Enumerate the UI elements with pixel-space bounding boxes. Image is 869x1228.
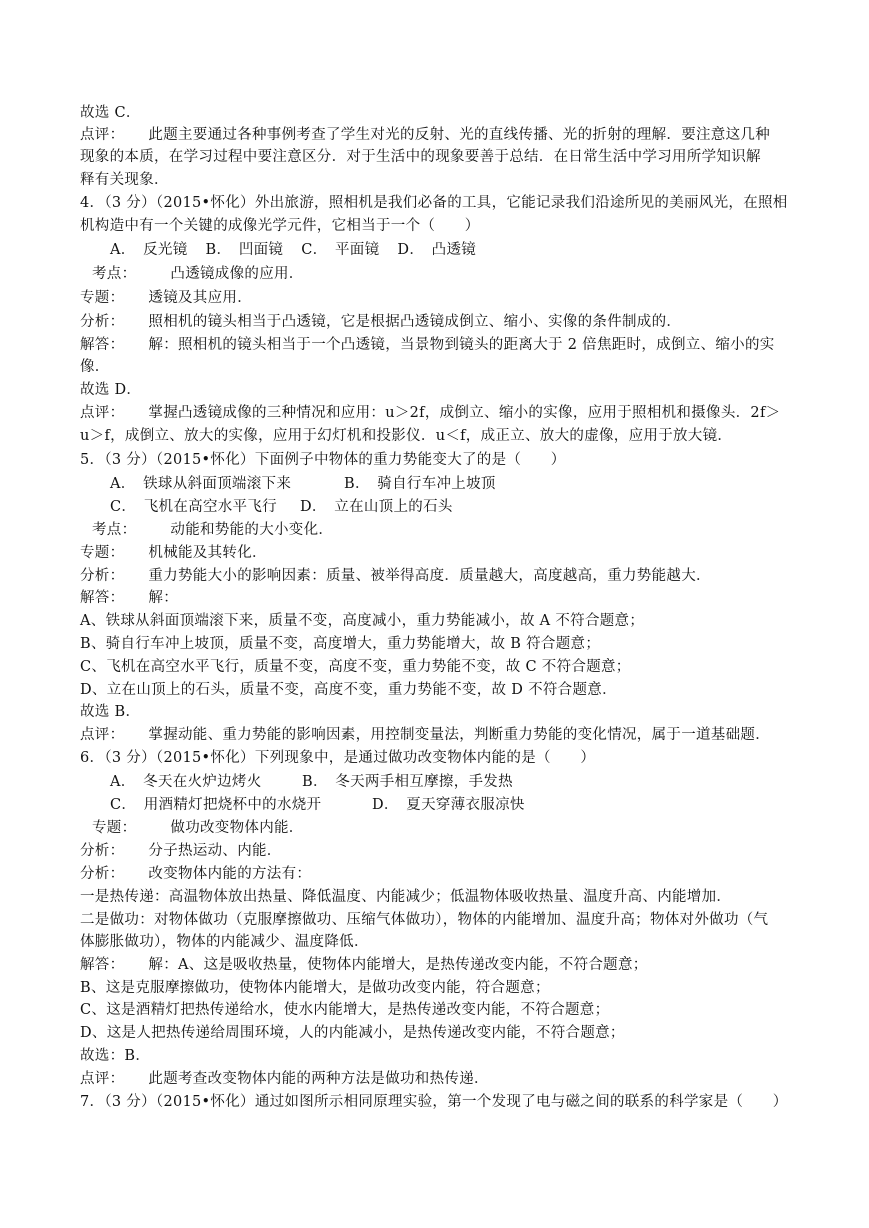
q5-option-a: A． 铁球从斜面顶端滚下来 [110, 476, 292, 492]
q4-stem-line-1: 4．（3 分）（2015•怀化）外出旅游，照相机是我们必备的工具，它能记录我们沿途所见的美丽风光，在照相 [80, 195, 788, 211]
q6-fenxi-label: 分析： [80, 866, 125, 882]
q5-stem: 5．（3 分）（2015•怀化）下面例子中物体的重力势能变大了的是（ ） [80, 452, 566, 468]
q4-fenxi-label: 分析： [80, 314, 125, 330]
q4-fenxi [80, 312, 681, 332]
q6-jieda-label: 解答： [80, 957, 125, 973]
q6-stem: 6．（3 分）（2015•怀化）下列现象中，是通过做功改变物体内能的是（ ） [80, 750, 596, 766]
q4-option-d: D． 凸透镜 [397, 242, 477, 258]
q4-jieda [80, 335, 775, 355]
q4-jieda-line-2: 像． [80, 359, 110, 375]
q5-options-row-2 [110, 497, 453, 517]
q6-fenxi-label-top: 分析： [80, 843, 125, 859]
q5-zhuanti-label: 专题： [80, 545, 125, 561]
q5-answer: 故选 B． [80, 704, 141, 720]
q6-answer: 故选：B． [80, 1048, 151, 1064]
q6-jieda-line-d: D、这是人把热传递给周围环境，人的内能减小，是热传递改变内能，不符合题意； [80, 1025, 625, 1041]
q4-comment-label: 点评： [80, 405, 125, 421]
q5-kaodian-label: 考点： [92, 522, 137, 538]
q4-kaodian-label: 考点： [92, 266, 137, 282]
q4-answer: 故选 D． [80, 382, 142, 398]
q5-comment-label: 点评： [80, 727, 125, 743]
q5-zhuanti [80, 543, 267, 563]
q3-comment-text-1: 此题主要通过各种事例考查了学生对光的反射、光的直线传播、光的折射的理解．要注意这几种 [148, 127, 771, 143]
q5-jieda-line-d: D、立在山顶上的石头，质量不变，高度不变，重力势能不变，故 D 不符合题意． [80, 682, 617, 698]
q5-zhuanti-text: 机械能及其转化． [148, 545, 267, 561]
q6-jieda [80, 955, 648, 975]
q5-kaodian [92, 520, 333, 540]
q6-options-row-2 [110, 795, 525, 815]
q4-option-a: A． 反光镜 [110, 242, 188, 258]
q3-comment-line-2: 现象的本质，在学习过程中要注意区分．对于生活中的现象要善于总结．在日常生活中学习用所学知识解 [80, 149, 761, 165]
q6-fenxi-line-3: 体膨胀做功），物体的内能减少、温度降低． [80, 934, 369, 950]
q6-zhuanti-label: 专题： [92, 820, 137, 836]
q5-jieda-label: 解答： [80, 590, 125, 606]
q5-option-b: B． 骑自行车冲上坡顶 [344, 476, 496, 492]
q7-stem: 7．（3 分）（2015•怀化）通过如图所示相同原理实验，第一个发现了电与磁之间的联系的科学家是（ ） [80, 1094, 788, 1110]
q6-option-a: A． 冬天在火炉边烤火 [110, 774, 262, 790]
q6-zhuanti-text: 做功改变物体内能． [170, 820, 304, 836]
q6-option-b: B． 冬天两手相互摩擦，手发热 [302, 774, 513, 790]
q4-comment-text-1: 掌握凸透镜成像的三种情况和应用：u＞2f，成倒立、缩小的实像，应用于照相机和摄像头．2f＞ [148, 405, 781, 421]
q6-comment [80, 1069, 489, 1089]
q4-option-b: B． 凹面镜 [205, 242, 284, 258]
q6-comment-text: 此题考查改变物体内能的两种方法是做功和热传递． [148, 1071, 489, 1087]
q5-comment-text: 掌握动能、重力势能的影响因素，用控制变量法，判断重力势能的变化情况，属于一道基础题． [148, 727, 771, 743]
q6-option-d: D． 夏天穿薄衣服凉快 [372, 797, 525, 813]
q5-jieda-line-c: C、飞机在高空水平飞行，质量不变，高度不变，重力势能不变，故 C 不符合题意； [80, 659, 631, 675]
q5-option-d: D． 立在山顶上的石头 [300, 499, 453, 515]
q6-options-row-1 [110, 772, 513, 792]
q3-comment-line-3: 释有关现象． [80, 172, 169, 188]
q6-option-c: C． 用酒精灯把烧杯中的水烧开 [110, 797, 322, 813]
q6-zhuanti-top [92, 818, 304, 838]
q6-jieda-text-1: 解：A、这是吸收热量，使物体内能增大，是热传递改变内能，不符合题意； [148, 957, 648, 973]
q5-jieda-head: 解： [148, 590, 179, 606]
q4-jieda-label: 解答： [80, 337, 125, 353]
q5-jieda-line-b: B、骑自行车冲上坡顶，质量不变，高度增大，重力势能增大，故 B 符合题意； [80, 636, 601, 652]
q5-jieda [80, 588, 178, 608]
q5-options-row-1 [110, 474, 496, 494]
q6-jieda-line-c: C、这是酒精灯把热传递给水，使水内能增大，是热传递改变内能，不符合题意； [80, 1002, 610, 1018]
q5-fenxi-text: 重力势能大小的影响因素：质量、被举得高度．质量越大，高度越高，重力势能越大． [148, 568, 711, 584]
q6-topic-row [80, 841, 282, 861]
q4-zhuanti-label: 专题： [80, 290, 125, 306]
q5-option-c: C． 飞机在高空水平飞行 [110, 499, 277, 515]
q5-fenxi [80, 566, 711, 586]
q6-fenxi-topic: 分子热运动、内能． [148, 843, 282, 859]
q6-fenxi-line-2: 二是做功：对物体做功（克服摩擦做功、压缩气体做功），物体的内能增加、温度升高；物体对外做功（气 [80, 912, 769, 928]
q4-jieda-text-1: 解：照相机的镜头相当于一个凸透镜，当景物到镜头的距离大于 2 倍焦距时，成倒立、缩小的实 [148, 337, 775, 353]
q4-comment-line-2: u＞f，成倒立、放大的实像，应用于幻灯机和投影仪．u＜f，成正立、放大的虚像，应用于放大镜． [80, 428, 733, 444]
q4-kaodian-text: 凸透镜成像的应用． [170, 266, 304, 282]
q6-jieda-line-b: B、这是克服摩擦做功，使物体内能增大，是做功改变内能，符合题意； [80, 980, 550, 996]
q4-stem-line-2: 机构造中有一个关键的成像光学元件，它相当于一个（ ） [80, 218, 480, 234]
q6-fenxi-line-1: 一是热传递：高温物体放出热量、降低温度、内能减少；低温物体吸收热量、温度升高、内能增加． [80, 889, 732, 905]
q4-options [110, 240, 494, 260]
q5-jieda-line-a: A、铁球从斜面顶端滚下来，质量不变，高度减小，重力势能减小，故 A 不符合题意； [80, 613, 645, 629]
q4-comment-line-1 [80, 403, 780, 423]
q3-answer: 故选 C． [80, 105, 141, 121]
q4-kaodian [92, 264, 304, 284]
q5-kaodian-text: 动能和势能的大小变化． [170, 522, 334, 538]
q3-comment-line-1 [80, 125, 770, 145]
q4-option-c: C． 平面镜 [301, 242, 380, 258]
q4-zhuanti-text: 透镜及其应用． [148, 290, 253, 306]
q5-fenxi-label: 分析： [80, 568, 125, 584]
q4-fenxi-text: 照相机的镜头相当于凸透镜，它是根据凸透镜成倒立、缩小、实像的条件制成的． [148, 314, 682, 330]
q6-comment-label: 点评： [80, 1071, 125, 1087]
q4-zhuanti [80, 288, 252, 308]
q3-comment-label: 点评： [80, 127, 125, 143]
q6-fenxi [80, 864, 311, 884]
q5-comment [80, 725, 770, 745]
q6-fenxi-text: 改变物体内能的方法有： [148, 866, 312, 882]
